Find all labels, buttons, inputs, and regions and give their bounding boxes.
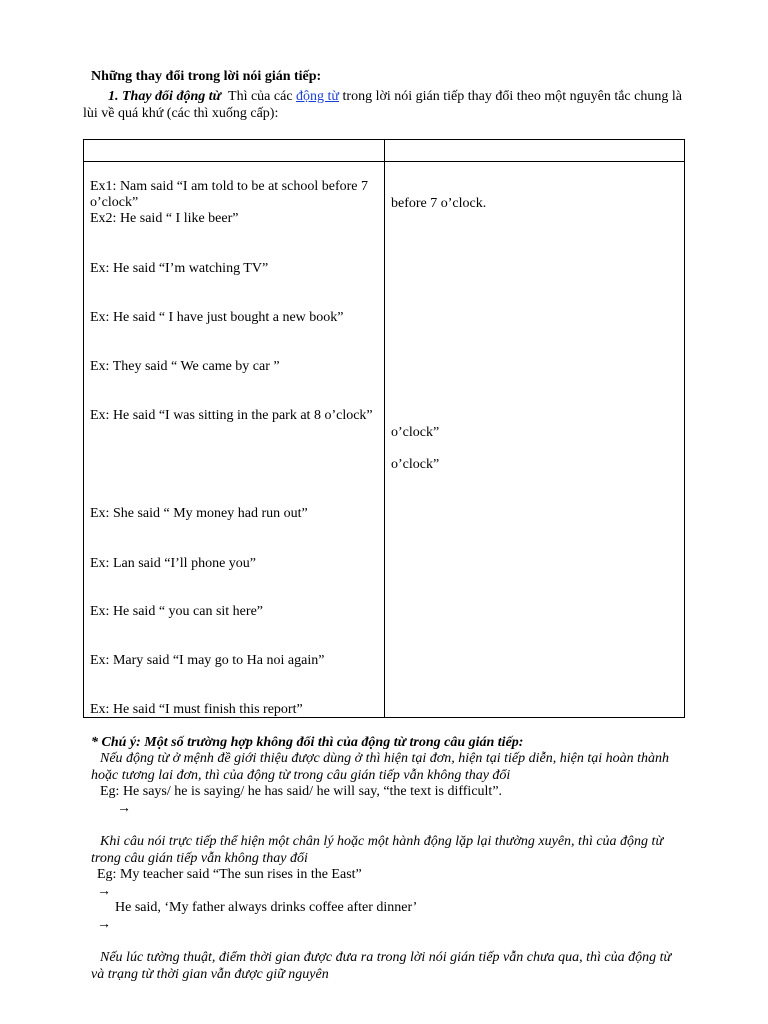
- table-left-ex-must: Ex: He said “I must finish this report”: [90, 702, 303, 717]
- table-right-before-7: before 7 o’clock.: [391, 196, 487, 211]
- note-p1-line1: Nếu động từ ở mệnh đề giới thiệu được dùng ở thì hiện tại đơn, hiện tại tiếp diễn, hiện tại hoàn thành: [100, 751, 670, 766]
- tense-table: [83, 139, 685, 718]
- page-heading: Những thay đổi trong lời nói gián tiếp:: [91, 69, 322, 84]
- table-column-divider: [384, 140, 385, 717]
- note-p2-line2: trong câu gián tiếp vẫn không thay đổi: [91, 851, 308, 866]
- table-left-ex-sit: Ex: He said “ you can sit here”: [90, 604, 263, 619]
- note-p1-line2: hoặc tương lai đơn, thì của động từ trong câu gián tiếp vẫn không thay đổi: [91, 768, 511, 783]
- note-p3-line1: Nếu lúc tường thuật, điểm thời gian được đưa ra trong lời nói gián tiếp vẫn chưa qua, thì của động từ: [100, 950, 672, 965]
- arrow-icon: →: [97, 917, 111, 932]
- table-right-oclock-2: o’clock”: [391, 457, 440, 472]
- note-p2-line1: Khi câu nói trực tiếp thể hiện một chân lý hoặc một hành động lặp lại thường xuyên, thì của động từ: [100, 834, 664, 849]
- note-example-3: He said, ‘My father always drinks coffee after dinner’: [115, 900, 418, 915]
- table-left-ex-came: Ex: They said “ We came by car ”: [90, 359, 280, 374]
- table-right-oclock-1: o’clock”: [391, 425, 440, 440]
- table-left-ex1-line1: Ex1: Nam said “I am told to be at school before 7: [90, 179, 368, 194]
- table-left-ex2: Ex2: He said “ I like beer”: [90, 211, 239, 226]
- note-example-2: Eg: My teacher said “The sun rises in the East”: [97, 867, 362, 882]
- note-title: * Chú ý: Một số trường hợp không đổi thì của động từ trong câu gián tiếp:: [91, 735, 524, 750]
- table-left-ex-may: Ex: Mary said “I may go to Ha noi again”: [90, 653, 325, 668]
- section-1-text-before-link: Thì của các: [228, 89, 293, 104]
- table-left-ex-sitting: Ex: He said “I was sitting in the park at 8 o’clock”: [90, 408, 373, 423]
- table-header-divider: [84, 161, 684, 162]
- table-left-ex-watching: Ex: He said “I’m watching TV”: [90, 261, 269, 276]
- section-1-title: 1. Thay đổi động từ: [108, 89, 222, 104]
- section-1-line-1: [108, 89, 682, 105]
- section-1-text-after-link: trong lời nói gián tiếp thay đổi theo một nguyên tắc chung là: [342, 89, 682, 104]
- section-1-line-2: lùi về quá khứ (các thì xuống cấp):: [83, 106, 279, 121]
- table-left-ex-phone: Ex: Lan said “I’ll phone you”: [90, 556, 257, 571]
- table-left-ex-bought: Ex: He said “ I have just bought a new book”: [90, 310, 344, 325]
- arrow-icon: →: [117, 801, 131, 816]
- verb-link[interactable]: động từ: [296, 89, 340, 104]
- note-p3-line2: và trạng từ thời gian vẫn được giữ nguyên: [91, 967, 329, 982]
- table-left-ex1-line2: o’clock”: [90, 195, 139, 210]
- table-left-ex-money: Ex: She said “ My money had run out”: [90, 506, 308, 521]
- note-example-1: Eg: He says/ he is saying/ he has said/ he will say, “the text is difficult”.: [100, 784, 503, 799]
- arrow-icon: →: [97, 884, 111, 899]
